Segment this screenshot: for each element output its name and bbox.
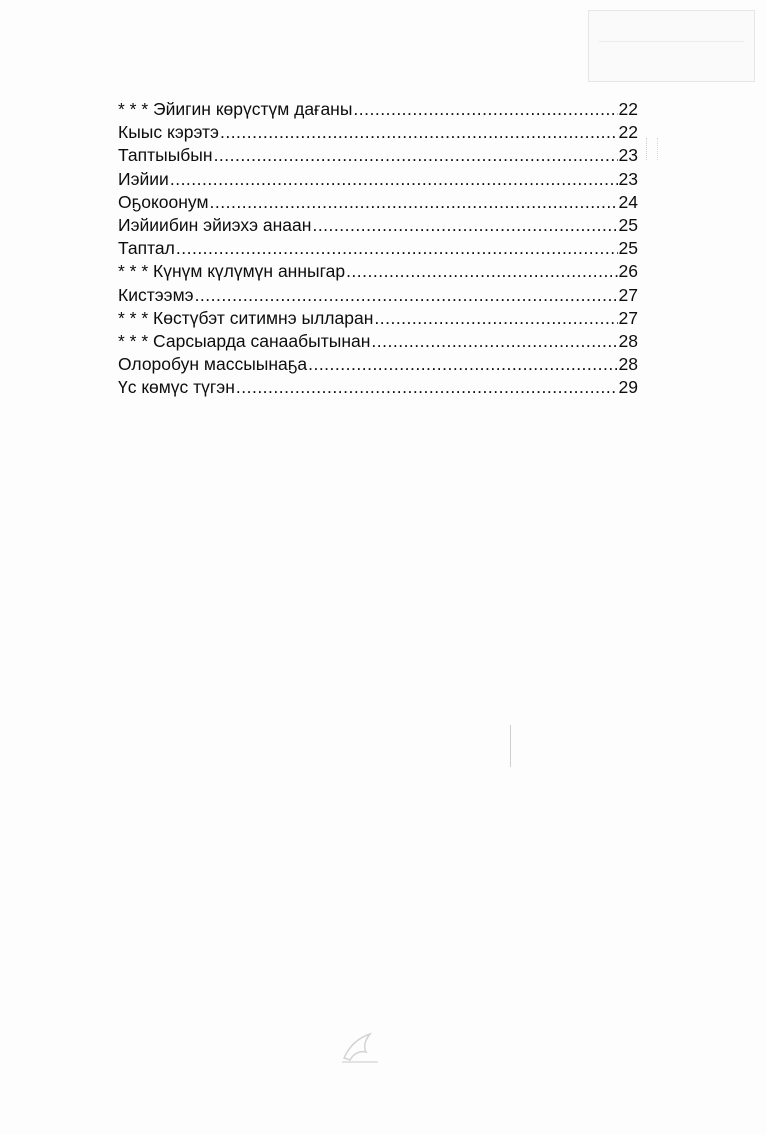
toc-leader-dots: [353, 98, 617, 121]
toc-entry-page: 25: [618, 238, 638, 259]
bird-logo-icon: [340, 1030, 380, 1064]
toc-entry-page: 25: [618, 214, 638, 235]
toc-leader-dots: [312, 214, 617, 237]
toc-entry-title: Таптыыбын: [118, 145, 213, 166]
toc-entry-page: 23: [618, 168, 638, 189]
toc-entry-page: 23: [618, 145, 638, 166]
imprint-rule: [510, 725, 511, 767]
toc-entry-title: Таптал: [118, 238, 175, 259]
toc-entry-title: Олоробун массыынаҕа: [118, 354, 308, 375]
toc-entry-title: Иэйиибин эйиэхэ анаан: [118, 214, 312, 235]
toc-entry: [118, 168, 638, 191]
toc-leader-dots: [308, 353, 617, 376]
toc-entry: [118, 237, 638, 260]
toc-entry: [118, 307, 638, 330]
toc-leader-dots: [210, 191, 618, 214]
toc-leader-dots: [220, 121, 618, 144]
toc-entry: [118, 330, 638, 353]
toc-entry: [118, 376, 638, 399]
toc-entry-title: * * * Көстүбэт ситимнэ ылларан: [118, 307, 374, 328]
toc-entry-title: Кыыс кэрэтэ: [118, 122, 219, 143]
toc-entry-page: 22: [618, 99, 638, 119]
corner-stamp: [588, 10, 755, 82]
toc-entry: [118, 144, 638, 167]
toc-entry-title: Үс көмүс түгэн: [118, 377, 235, 398]
toc-entry: [118, 191, 638, 214]
toc-entry: [118, 121, 638, 144]
toc-leader-dots: [374, 307, 617, 330]
toc-entry-page: 26: [618, 261, 638, 282]
toc-entry-page: 27: [618, 307, 638, 328]
toc-entry-page: 22: [618, 122, 638, 143]
toc-leader-dots: [214, 144, 618, 167]
toc-entry-title: Иэйии: [118, 168, 169, 189]
bleed-mark: [646, 138, 658, 160]
toc-entry: [118, 260, 638, 283]
toc-entry: [118, 284, 638, 307]
toc-entry: [118, 214, 638, 237]
toc-entry-page: 28: [618, 354, 638, 375]
toc-entry-page: 28: [618, 330, 638, 351]
toc-leader-dots: [371, 330, 617, 353]
toc-leader-dots: [170, 168, 618, 191]
toc-entry-title: * * * Эйигин көрүстүм дағаны: [118, 99, 353, 119]
toc-leader-dots: [195, 284, 618, 307]
toc-leader-dots: [236, 376, 618, 399]
toc-leader-dots: [346, 260, 617, 283]
toc-entry: [118, 98, 638, 121]
toc-entry-title: Оҕокоонум: [118, 191, 209, 212]
toc-entry-page: 24: [618, 191, 638, 212]
toc-leader-dots: [176, 237, 618, 260]
toc-entry-page: 27: [618, 284, 638, 305]
toc-entry-title: Кистээмэ: [118, 284, 194, 305]
toc-entry: [118, 353, 638, 376]
toc-entry-title: * * * Сарсыарда санаабытынан: [118, 330, 371, 351]
toc-entry-title: * * * Күнүм күлүмүн анныгар: [118, 261, 346, 282]
toc-entry-page: 29: [618, 377, 638, 398]
table-of-contents: [118, 98, 638, 399]
